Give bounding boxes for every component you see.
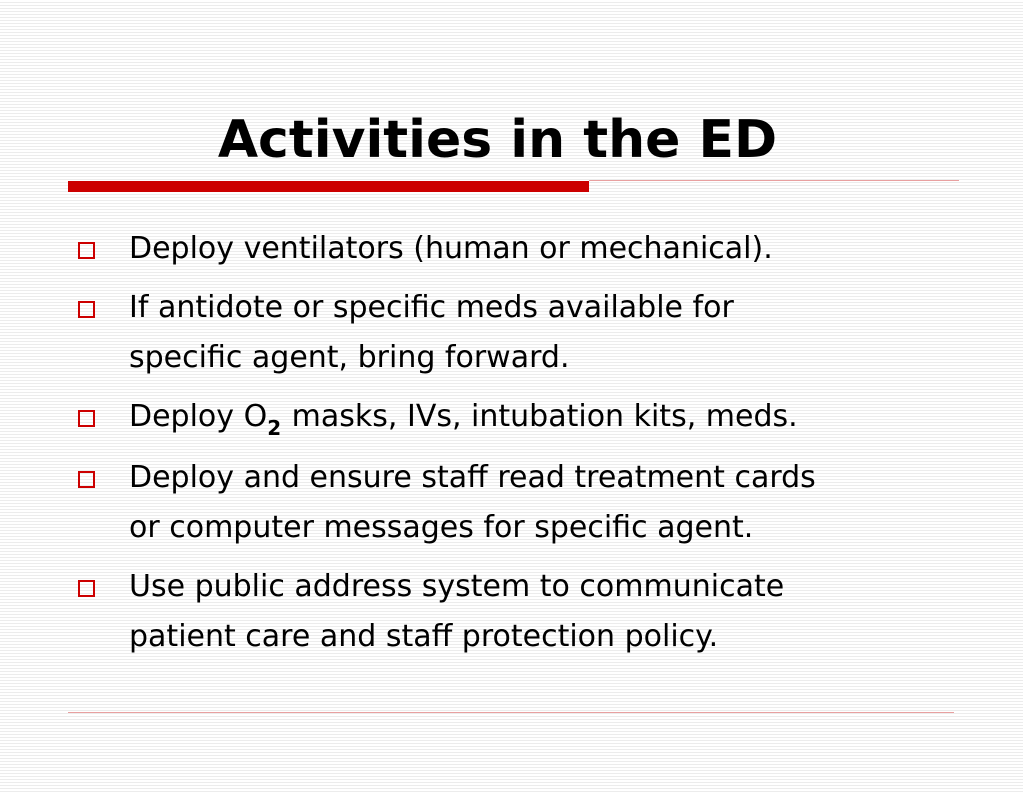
bullet-text-continued: patient care and staff protection policy. [129, 619, 719, 654]
bullet-text: Use public address system to communicate [129, 569, 785, 604]
bullet-item [0, 562, 959, 662]
hollow-square-bullet-icon [78, 242, 95, 259]
bullet-text-post: masks, IVs, intubation kits, meds. [282, 399, 798, 434]
title-underline-thick [68, 181, 589, 192]
hollow-square-bullet-icon [78, 410, 95, 427]
hollow-square-bullet-icon [78, 580, 95, 597]
bullet-item [0, 453, 959, 553]
oxygen-subscript: 2 [267, 416, 282, 440]
bullet-text: Deploy and ensure staff read treatment cards [129, 460, 816, 495]
footer-divider [68, 712, 954, 713]
bullet-text-continued: specific agent, bring forward. [129, 340, 570, 375]
bullet-text-pre: Deploy O [129, 399, 268, 434]
bullet-item [0, 283, 959, 383]
bullet-text: Deploy ventilators (human or mechanical). [129, 231, 773, 266]
bullet-text [129, 392, 959, 444]
bullet-list [0, 224, 1023, 671]
bullet-text-continued: or computer messages for specific agent. [129, 510, 754, 545]
slide-title: Activities in the ED [217, 110, 778, 170]
bullet-item [0, 224, 959, 274]
title-underline-thin [589, 180, 959, 181]
hollow-square-bullet-icon [78, 471, 95, 488]
bullet-item [0, 392, 959, 444]
hollow-square-bullet-icon [78, 301, 95, 318]
bullet-text: If antidote or specific meds available for [129, 290, 734, 325]
